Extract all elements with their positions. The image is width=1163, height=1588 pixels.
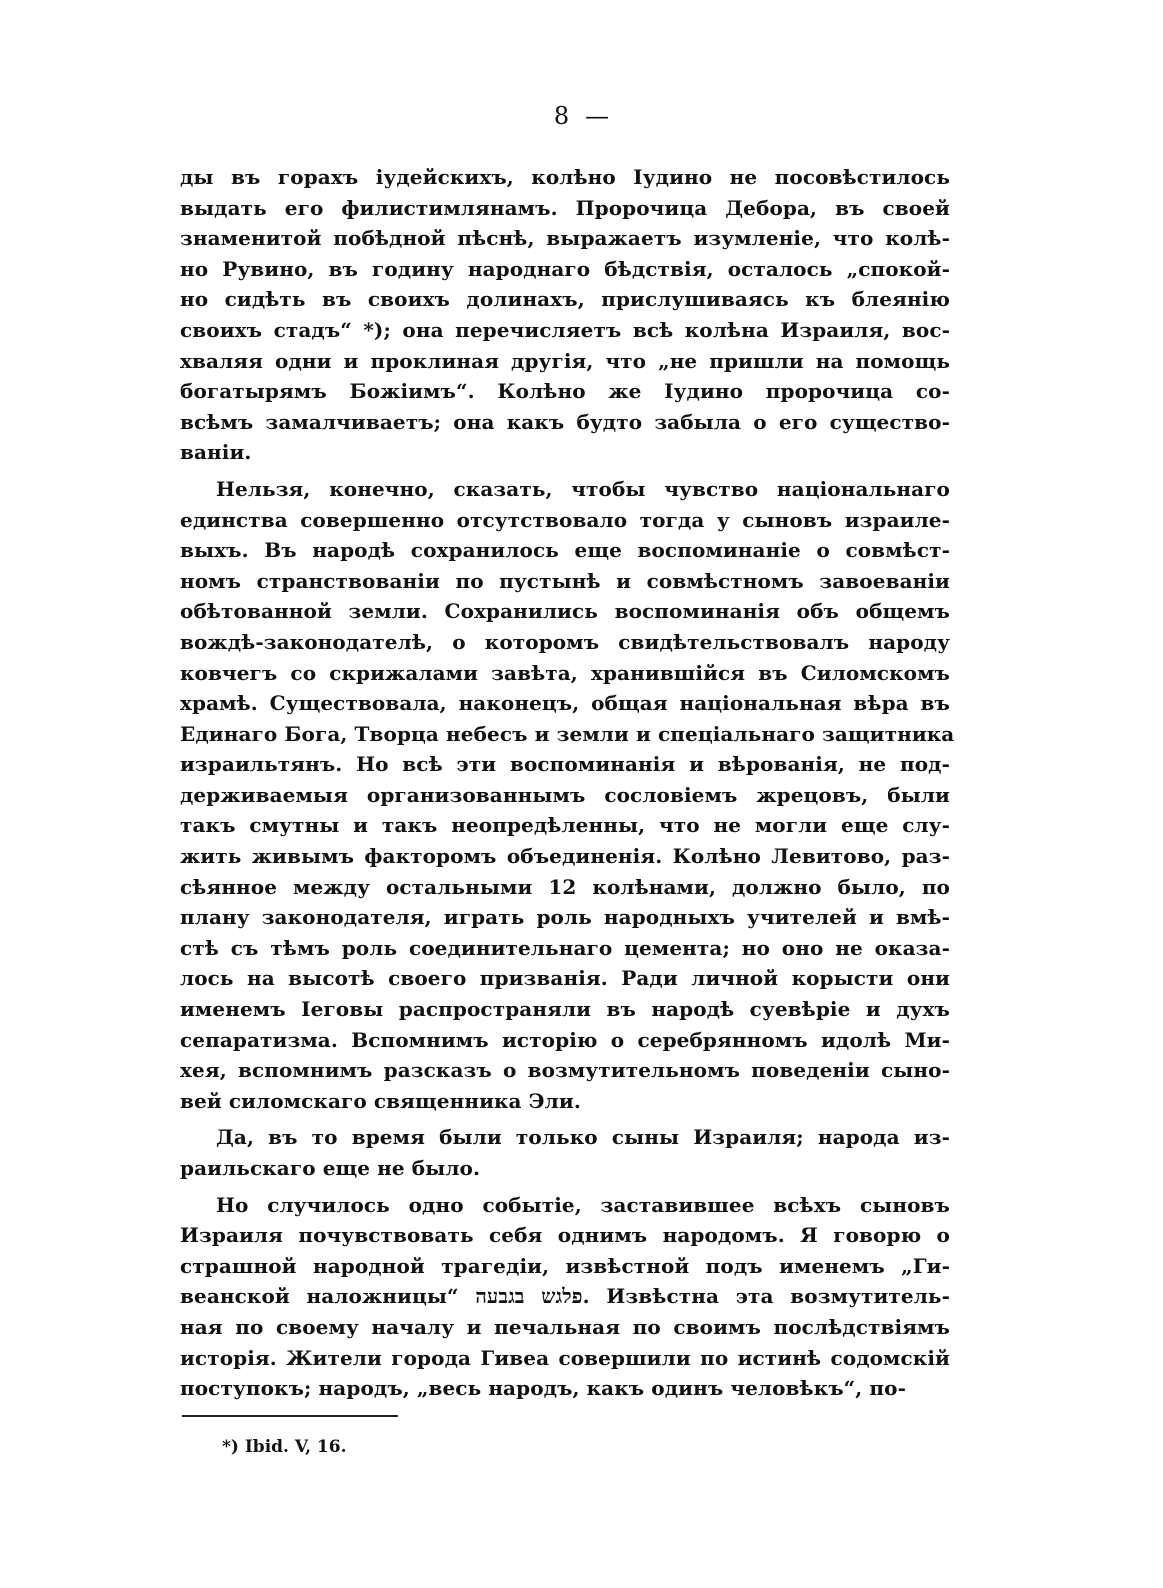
text-line: плану законодателя, играть роль народныхъ учителей и вмѣ- <box>180 905 950 930</box>
body-text <box>180 162 955 1404</box>
header-dash: — <box>585 102 610 130</box>
text-line: израильтянъ. Но всѣ эти воспоминанія и вѣрованія, не под- <box>180 752 950 777</box>
text-line: держиваемыя организованнымъ сословіемъ жрецовъ, были <box>180 782 950 807</box>
text-line: хваляя одни и проклиная другія, что „не пришли на помощь <box>180 348 950 373</box>
text-line: хея, вспомнимъ разсказъ о возмутительномъ поведеніи сыно- <box>180 1058 950 1083</box>
text-line: ды въ горахъ іудейскихъ, колѣно Іудино не посовѣстилось <box>180 165 950 189</box>
text-line: веанской наложницы“ פלגש בגבעה. Извѣстна эта возмутитель- <box>180 1284 950 1309</box>
text-line: именемъ Іеговы распространяли въ народѣ суевѣріе и духъ <box>180 997 950 1022</box>
text-line: храмѣ. Существовала, наконецъ, общая національная вѣра въ <box>180 691 950 716</box>
text-line: жить живымъ факторомъ объединенія. Колѣно Левитово, раз- <box>180 844 950 869</box>
text-line: Но случилось одно событіе, заставившее всѣхъ сыновъ <box>216 1192 950 1217</box>
text-line: обѣтованной земли. Сохранились воспоминанія объ общемъ <box>180 599 950 624</box>
text-line: вей силомскаго священника Эли. <box>180 1088 581 1113</box>
text-line: вождѣ-законодателѣ, о которомъ свидѣтельствовалъ народу <box>180 629 950 654</box>
page-header <box>0 102 1163 130</box>
text-line: сѣянное между остальными 12 колѣнами, должно было, по <box>180 874 950 899</box>
text-line: поступокъ; народъ, „весь народъ, какъ одинъ человѣкъ“, по- <box>180 1376 906 1401</box>
text-line: сепаратизма. Вспомнимъ исторію о серебрянномъ идолѣ Ми- <box>180 1027 950 1052</box>
text-line: Израиля почувствовать себя однимъ народомъ. Я говорю о <box>180 1223 950 1248</box>
text-line: всѣмъ замалчиваетъ; она какъ будто забыла о его существо- <box>180 409 950 434</box>
text-line: номъ странствованіи по пустынѣ и совмѣстномъ завоеваніи <box>180 568 950 593</box>
text-line: страшной народной трагедіи, извѣстной подъ именемъ „Ги- <box>180 1253 950 1278</box>
footnote-divider <box>182 1415 398 1417</box>
text-line: ваніи. <box>180 440 252 465</box>
text-line: исторія. Жители города Гивеа совершили по истинѣ содомскій <box>180 1345 950 1370</box>
text-line: своихъ стадъ“ *); она перечисляетъ всѣ колѣна Израиля, вос- <box>180 317 950 342</box>
text-line: ковчегъ со скрижалами завѣта, хранившійся въ Силомскомъ <box>180 660 950 685</box>
text-line: богатырямъ Божіимъ“. Колѣно же Іудино пророчица со- <box>180 379 950 404</box>
paragraph <box>180 474 955 1116</box>
page-number: 8 <box>553 102 570 130</box>
paragraph <box>180 1122 950 1183</box>
text-line: знаменитой побѣдной пѣснѣ, выражаетъ изумленіе, что колѣ- <box>180 226 950 251</box>
text-line: ная по своему началу и печальная по своимъ послѣдствіямъ <box>180 1314 950 1339</box>
text-line: лось на высотѣ своего призванія. Ради личной корысти они <box>180 966 950 991</box>
text-line: но Рувино, въ годину народнаго бѣдствія, осталось „спокой- <box>180 256 950 281</box>
paragraph <box>180 162 950 468</box>
text-line: стѣ съ тѣмъ роль соединительнаго цемента; но оно не оказа- <box>180 935 950 960</box>
text-line: выхъ. Въ народѣ сохранилось еще воспоминаніе о совмѣст- <box>180 538 950 563</box>
text-line: Да, въ то время были только сыны Израиля; народа из- <box>216 1125 950 1150</box>
footnote: *) Ibid. V, 16. <box>222 1437 347 1457</box>
text-line: Нельзя, конечно, сказать, чтобы чувство національнаго <box>216 476 950 501</box>
text-line: такъ смутны и такъ неопредѣленны, что не могли еще слу- <box>180 813 950 838</box>
text-line: Единаго Бога, Творца небесъ и земли и спеціальнаго защитника <box>180 721 955 746</box>
text-line: единства совершенно отсутствовало тогда у сыновъ израиле- <box>180 507 950 532</box>
paragraph <box>180 1190 950 1404</box>
text-line: но сидѣть въ своихъ долинахъ, прислушиваясь къ блеянію <box>180 287 950 312</box>
text-line: выдать его филистимлянамъ. Пророчица Дебора, въ своей <box>180 195 950 220</box>
text-line: раильскаго еще не было. <box>180 1156 481 1180</box>
